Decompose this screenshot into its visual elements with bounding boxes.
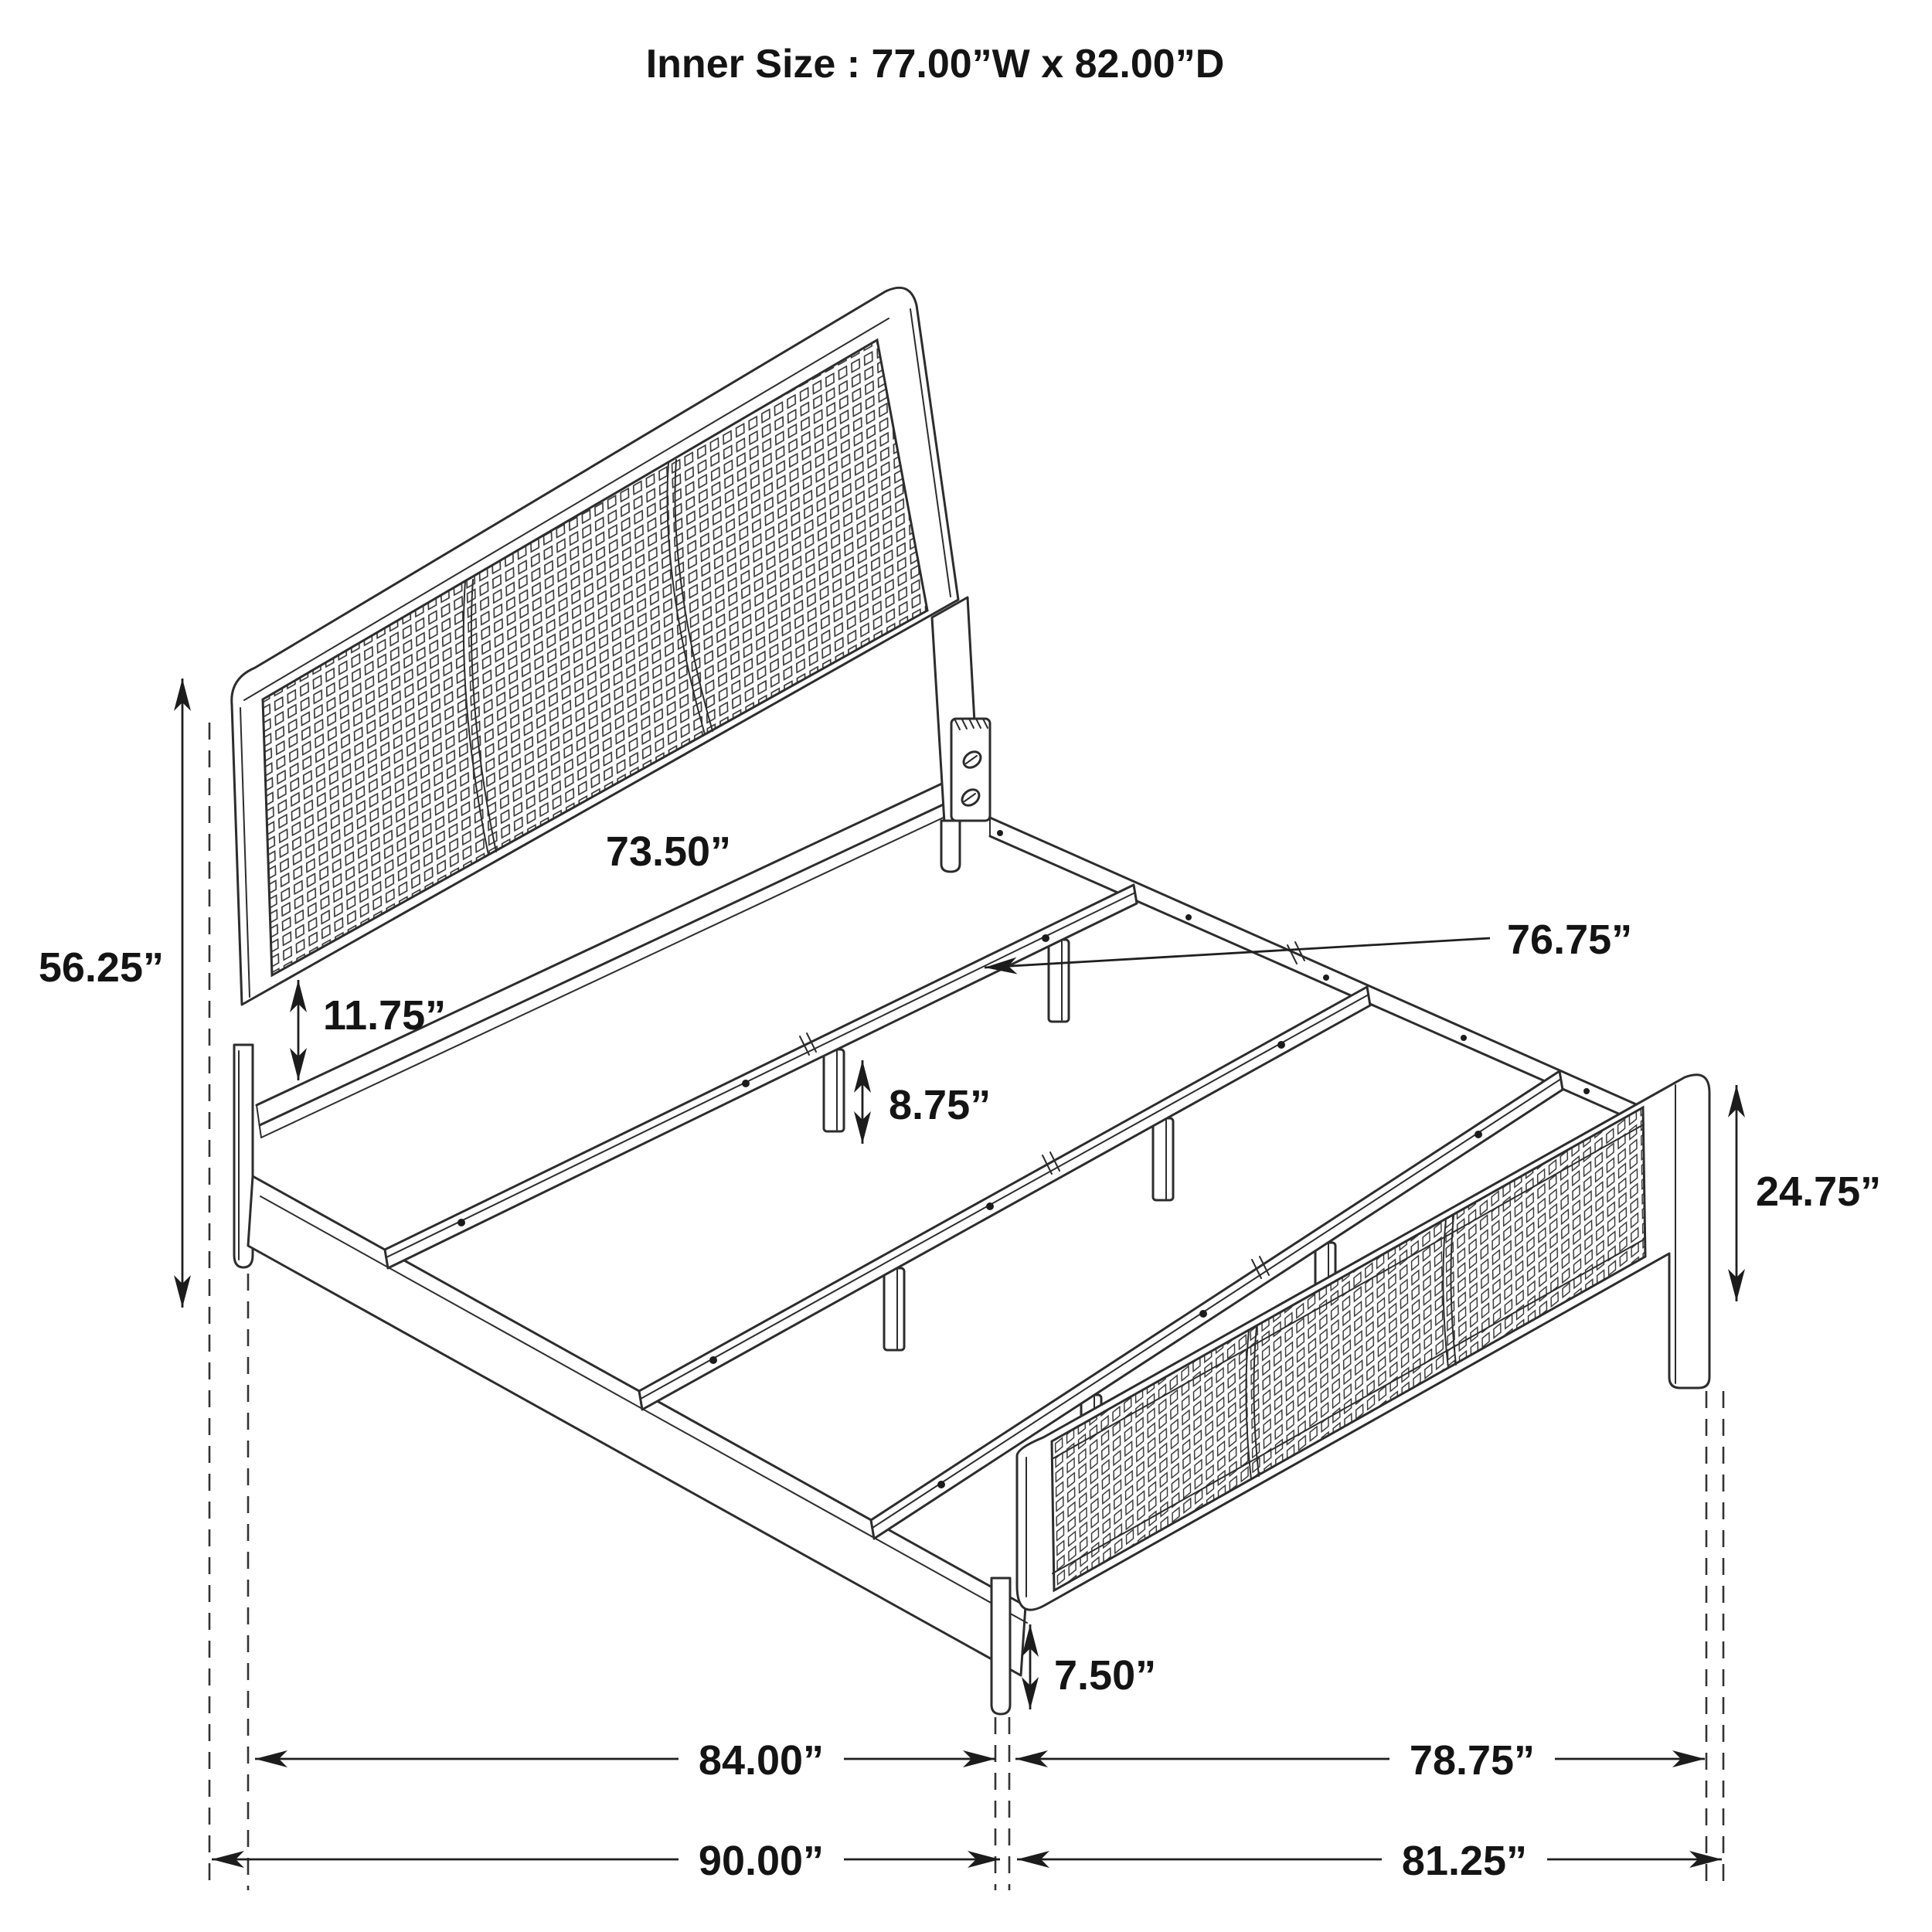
dim-label-overall-depth: 90.00” [698,1838,825,1884]
dim-footboard-overall-width [1017,1830,1722,1886]
dim-footboard-height [1736,1085,1881,1301]
footboard-left-leg [992,1578,1010,1714]
dim-label-support-leg-height: 8.75” [889,1082,992,1128]
dim-footboard-width [1015,1730,1705,1785]
dim-label-headboard-height: 56.25” [38,944,164,991]
rail-hole [1461,1035,1467,1041]
right-side-rail [990,818,1669,1136]
rail-hole [1323,975,1329,981]
headboard-cane-panel [263,340,927,975]
dim-label-footboard-width: 78.75” [1409,1737,1536,1784]
dim-label-slat-length: 76.75” [1507,917,1633,963]
dim-footboard-leg-height [1030,1624,1156,1709]
dim-headboard-gap [298,980,446,1080]
dim-side-rail-length [255,1730,995,1785]
rail-hole [1583,1088,1590,1094]
page-title: Inner Size : 77.00”W x 82.00”D [645,42,1225,87]
mounting-bracket [951,719,990,821]
dim-label-footboard-height: 24.75” [1756,1168,1882,1215]
dim-support-leg-height [862,1060,991,1144]
headboard [232,287,990,1267]
support-leg [884,1268,904,1350]
rail-hole [1185,914,1192,920]
dim-label-side-rail-length: 84.00” [698,1737,825,1784]
center-support-post [941,821,960,872]
dim-overall-depth [212,1830,1000,1886]
dim-headboard-height [39,679,182,1308]
dim-label-headboard-gap: 11.75” [323,992,447,1039]
dim-label-footboard-overall-width: 81.25” [1401,1838,1528,1884]
dim-label-brace-width: 73.50” [605,828,732,875]
support-leg [824,1049,844,1131]
rail-hole [997,830,1003,836]
support-leg [1153,1118,1173,1200]
dim-label-footboard-leg-height: 7.50” [1054,1652,1157,1699]
slat-1 [385,885,1137,1268]
support-leg [1049,940,1069,1022]
